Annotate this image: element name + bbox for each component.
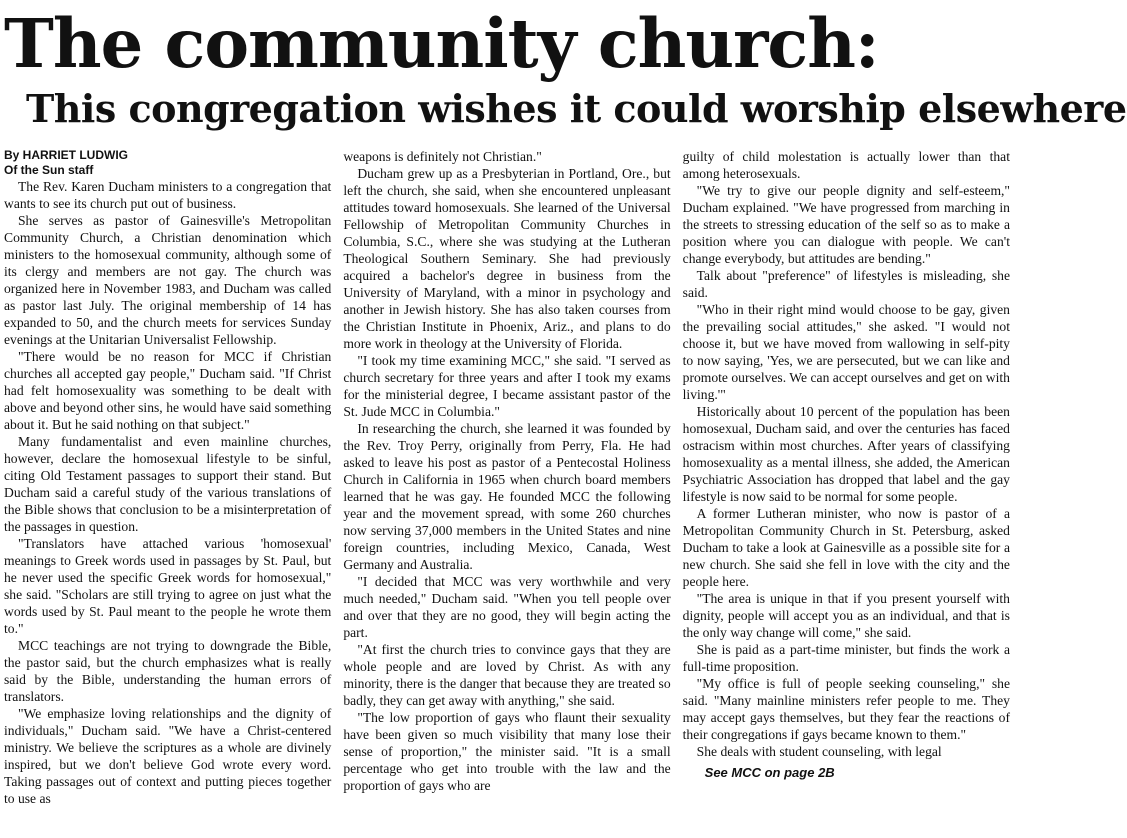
paragraph: "We try to give our people dignity and self-esteem," Ducham explained. "We have progressed from marching in the streets to stressing education of the self so as to make a position where you can dialogue with people. We can't change everybody, but attitudes are bending." xyxy=(682,183,1010,266)
paragraph: A former Lutheran minister, who now is pastor of a Metropolitan Community Church in St. Petersburg, asked Ducham to take a look at Gainesville as a possible site for a new church. She said she fell in love with the city and the people here. xyxy=(682,506,1010,589)
paragraph: MCC teachings are not trying to downgrade the Bible, the pastor said, but the church emphasizes what is really said by the Bible, understanding the human errors of translators. xyxy=(4,638,332,704)
paragraph: Historically about 10 percent of the population has been homosexual, Ducham said, and over the centuries has faced ostracism within most churches. After years of classifying homosexuality as a mental illness, she added, the American Psychiatric Association has dropped that label and the gay lifestyle is now said to be normal for some people. xyxy=(682,404,1010,504)
column-3 xyxy=(683,148,1010,838)
paragraph: She is paid as a part-time minister, but finds the work a full-time proposition. xyxy=(682,642,1010,674)
byline: By HARRIET LUDWIG xyxy=(4,148,128,162)
paragraph: She serves as pastor of Gainesville's Metropolitan Community Church, a Christian denomination which ministers to the homosexual community, although some of its clergy and members are not gay. The church was organized here in November 1983, and Ducham was called as pastor last July. The original membership of 14 has expanded to 50, and the church meets for services Sunday evenings at the Unitarian Universalist Fellowship. xyxy=(4,213,332,347)
continued-jump-line: See MCC on page 2B xyxy=(704,765,835,780)
paragraph: "I decided that MCC was very worthwhile and very much needed," Ducham said. "When you tell people over and over that they are no good, they will begin acting the part. xyxy=(343,574,671,640)
paragraph: "Who in their right mind would choose to be gay, given the prevailing social attitudes," she asked. "I would not choose it, but we have moved from wallowing in self-pity to now saying, 'Yes, we are persecuted, but we can like and promote ourselves. We can accept ourselves and get on with living.'" xyxy=(682,302,1010,402)
paragraph: Many fundamentalist and even mainline churches, however, declare the homosexual lifestyle to be sinful, citing Old Testament passages to support their stand. But Ducham said a careful study of the various translations of the Bible shows that conclusion to be a misinterpretation of the passages in question. xyxy=(4,434,332,534)
paragraph: In researching the church, she learned it was founded by the Rev. Troy Perry, originally from Perry, Fla. He had asked to leave his post as pastor of a Pentecostal Holiness Church in California in 1965 when church board members learned that he was gay. He founded MCC the following year and the movement spread, with some 260 churches now serving 37,000 members in the United States and nine foreign countries, including Mexico, Canada, West Germany and Australia. xyxy=(343,421,671,572)
paragraph: "Translators have attached various 'homosexual' meanings to Greek words used in passages by St. Paul, but he never used the specific Greek words for homosexual," she said. "Scholars are still trying to agree on just what the words used by St. Paul meant to the people he wrote them to." xyxy=(4,536,332,636)
paragraph: weapons is definitely not Christian." xyxy=(343,149,542,164)
article-body xyxy=(4,148,1010,838)
paragraph: "There would be no reason for MCC if Christian churches all accepted gay people," Ducham said. "If Christ had felt homosexuality was something to be dealt with above and beyond other sins, he would have said something about it. But he said nothing on that subject." xyxy=(4,349,332,432)
paragraph: "The low proportion of gays who flaunt their sexuality have been given so much visibility that many lose their sense of proportion," the minister said. "It is a small percentage who get into trouble with the law and the proportion of gays who are xyxy=(343,710,671,793)
column-1 xyxy=(4,148,331,838)
paragraph: Talk about "preference" of lifestyles is misleading, she said. xyxy=(682,268,1010,300)
subheadline: This congregation wishes it could worship elsewhere xyxy=(26,86,1127,131)
paragraph: Ducham grew up as a Presbyterian in Portland, Ore., but left the church, she said, when she encountered unpleasant attitudes toward homosexuals. She learned of the Universal Fellowship of Metropolitan Community Churches in Columbia, S.C., where she was studying at the Lutheran Theological Southern Seminary. She had previously acquired a bachelor's degree in business from the University of Maryland, with a minor in psychology and another in Jewish history. She has also taken courses from the Christian Institute in Phoenix, Ariz., and plans to do more work in theology at the University of Florida. xyxy=(343,166,671,351)
byline-role: Of the Sun staff xyxy=(4,163,94,177)
paragraph: "We emphasize loving relationships and the dignity of individuals," Ducham said. "We have a Christ-centered ministry. We believe the scriptures as a whole are divinely inspired, but we don't believe God wrote every word. Taking passages out of context and putting pieces together to use as xyxy=(4,706,332,806)
paragraph: "At first the church tries to convince gays that they are whole people and are loved by Christ. As with any minority, there is the danger that because they are treated so badly, they can get away with anything," she said. xyxy=(343,642,671,708)
paragraph: The Rev. Karen Ducham ministers to a congregation that wants to see its church put out of business. xyxy=(4,179,332,211)
paragraph: guilty of child molestation is actually lower than that among heterosexuals. xyxy=(682,149,1010,181)
paragraph: "My office is full of people seeking counseling," she said. "Many mainline ministers refer people to me. They may accept gays themselves, but they fear the reactions of their congregations if gays became known to them." xyxy=(682,676,1010,742)
paragraph: "I took my time examining MCC," she said. "I served as church secretary for three years and after I took my exams for the ministerial degree, I became assistant pastor of the St. Jude MCC in Columbia." xyxy=(343,353,671,419)
paragraph: "The area is unique in that if you present yourself with dignity, people will accept you as an individual, and that is the only way change will come," she said. xyxy=(682,591,1010,640)
paragraph: She deals with student counseling, with legal xyxy=(696,744,942,759)
headline: The community church: xyxy=(4,4,879,83)
column-2 xyxy=(343,148,670,838)
